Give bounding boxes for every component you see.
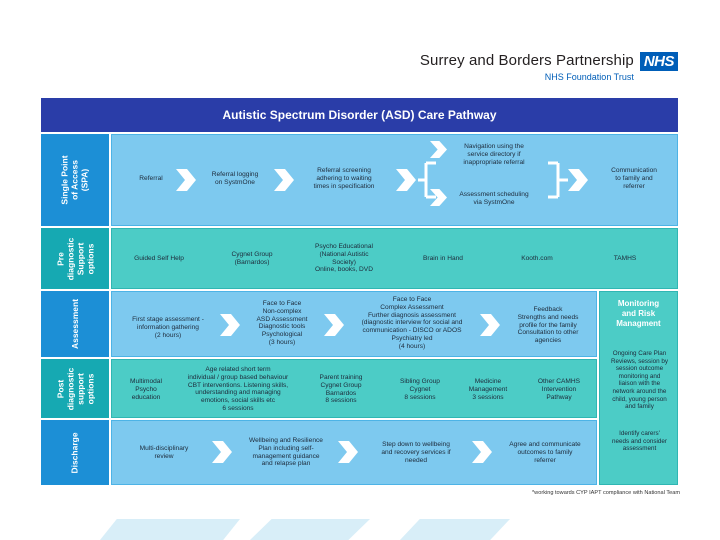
- diagram-title: Autistic Spectrum Disorder (ASD) Care Pathway: [41, 98, 678, 132]
- text-line: service directory if: [467, 150, 521, 158]
- step-assessment-scheduling: [444, 191, 544, 207]
- decorative-shape: [400, 519, 510, 540]
- text-line: Online, books, DVD: [315, 266, 373, 274]
- row-body-spa: [111, 134, 678, 226]
- arrow-icon: [396, 169, 416, 191]
- text-line: Discharge: [69, 431, 80, 474]
- text-line: 6 sessions: [222, 404, 254, 412]
- text-line: options: [84, 243, 95, 274]
- text-line: Reviews, session by: [610, 357, 669, 365]
- text-line: Communication: [611, 167, 657, 174]
- org-subtitle: NHS Foundation Trust: [544, 72, 634, 82]
- text-line: Other CAMHS: [537, 378, 581, 385]
- row-assessment: [41, 291, 678, 357]
- text-line: (2 hours): [154, 331, 182, 339]
- text-line: profile for the family: [519, 321, 577, 329]
- text-line: (SPA): [80, 168, 90, 192]
- text-line: Cygnet Group: [320, 381, 362, 389]
- monitoring-and-risk-panel: [599, 291, 678, 485]
- row-discharge: [41, 420, 678, 485]
- text-line: Psychological: [261, 331, 303, 339]
- step-face-to-face-complex: [344, 296, 480, 351]
- text-line: Feedback: [533, 306, 563, 313]
- text-line: adhering to waiting: [316, 174, 372, 182]
- text-line: child, young person: [612, 395, 667, 403]
- option-guided-self-help: Guided Self Help: [134, 255, 184, 262]
- row-post-diagnostic: [41, 359, 678, 418]
- row-body-pre-diagnostic: [111, 228, 678, 289]
- text-line: network around the: [612, 387, 667, 395]
- arrow-icon: [472, 441, 492, 463]
- arrow-icon: [212, 441, 232, 463]
- text-line: Referral logging: [211, 171, 259, 178]
- text-line: Multi-disciplinary: [139, 445, 189, 452]
- step-communication: [596, 167, 672, 190]
- option-kooth: Kooth.com: [521, 255, 553, 262]
- text-line: assessment: [622, 445, 657, 453]
- monitoring-carers-text: [604, 430, 675, 453]
- text-line: Diagnostic tools: [258, 323, 306, 331]
- text-line: (National Autistic: [319, 250, 369, 258]
- row-label-discharge: [41, 420, 109, 485]
- text-line: referrer: [623, 182, 645, 190]
- text-line: Support: [74, 242, 85, 275]
- text-line: 8 sessions: [404, 393, 436, 401]
- text-line: monitoring and: [618, 372, 661, 380]
- text-line: Assessment scheduling: [459, 191, 529, 198]
- text-line: information gathering: [137, 323, 199, 331]
- text-line: emotions, social skills etc: [200, 397, 276, 405]
- text-line: via SystmOne: [473, 198, 515, 206]
- org-header: [420, 52, 678, 82]
- text-line: Barnardos: [325, 389, 357, 397]
- text-line: Pathway: [546, 393, 572, 401]
- text-line: Step down to wellbeing: [382, 441, 450, 448]
- text-line: (Barnardos): [234, 258, 270, 266]
- text-line: to family and: [615, 174, 653, 182]
- text-line: Intervention: [541, 385, 577, 393]
- text-line: 8 sessions: [325, 397, 357, 405]
- text-line: Society): [332, 258, 356, 266]
- step-referral-logging: [200, 171, 270, 187]
- text-line: on SystmOne: [215, 178, 255, 186]
- monitoring-title: [600, 299, 677, 329]
- text-line: education: [131, 393, 161, 401]
- step-first-stage-assessment: [118, 316, 218, 339]
- text-line: and family: [625, 403, 654, 411]
- text-line: inappropriate referral: [463, 158, 525, 166]
- text-line: of Access: [70, 160, 80, 200]
- row-pre-diagnostic: [41, 228, 678, 289]
- option-age-related: [174, 366, 302, 413]
- text-line: Managment: [616, 319, 661, 328]
- text-line: Parent training: [319, 374, 363, 381]
- option-parent-training: [306, 374, 376, 405]
- text-line: needed: [404, 456, 427, 464]
- merge-connector-icon: [546, 149, 570, 211]
- text-line: understanding and managing: [195, 389, 281, 397]
- text-line: Non-complex: [262, 307, 302, 315]
- text-line: Sibling Group: [400, 378, 440, 385]
- step-multi-disciplinary-review: [120, 445, 208, 461]
- text-line: Identify carers': [619, 430, 660, 437]
- text-line: Navigation using the: [464, 143, 524, 150]
- text-line: (3 hours): [268, 338, 296, 346]
- row-body-assessment: [111, 291, 597, 357]
- row-label-assessment: [41, 291, 109, 357]
- text-line: Cygnet Group: [231, 251, 273, 258]
- text-line: agencies: [534, 337, 562, 345]
- text-line: Psychiatry led: [391, 334, 433, 342]
- text-line: Age related short term: [205, 366, 271, 373]
- text-line: liaison with the: [618, 380, 661, 388]
- text-line: Pre: [54, 251, 65, 266]
- text-line: Plan including self-: [258, 444, 314, 452]
- row-label-pre-diagnostic: [41, 228, 109, 289]
- text-line: management guidance: [252, 452, 320, 460]
- text-line: (diagnostic interview for social and: [361, 319, 463, 327]
- text-line: Referral screening: [317, 167, 371, 174]
- text-line: options: [84, 373, 95, 404]
- row-spa: [41, 134, 678, 226]
- arrow-icon: [324, 314, 344, 336]
- text-line: times in specification: [313, 182, 375, 190]
- text-line: Wellbeing and Resilience: [249, 437, 323, 444]
- option-tamhs: TAMHS: [613, 255, 637, 262]
- text-line: diagnostic: [64, 237, 75, 280]
- arrow-icon: [480, 314, 500, 336]
- text-line: Agree and communicate: [509, 441, 581, 448]
- row-body-post-diagnostic: [111, 359, 597, 418]
- text-line: CBT interventions. Listening skills,: [187, 381, 289, 389]
- text-line: Psycho: [135, 385, 157, 393]
- step-navigation: [444, 143, 544, 166]
- decorative-shape: [250, 519, 370, 540]
- org-name: Surrey and Borders Partnership: [419, 52, 634, 69]
- text-line: Medicine: [474, 378, 502, 385]
- step-referral: Referral: [139, 175, 163, 182]
- text-line: First stage assessment -: [132, 316, 204, 323]
- option-sibling-group: [388, 378, 452, 401]
- text-line: Assessment: [70, 298, 80, 350]
- text-line: and recovery services if: [381, 448, 451, 456]
- text-line: Post: [54, 379, 65, 398]
- text-line: Cygnet: [409, 385, 431, 393]
- text-line: review: [154, 452, 174, 460]
- row-body-discharge: [111, 420, 597, 485]
- row-label-post-diagnostic: [41, 359, 109, 418]
- option-multimodal: [118, 378, 174, 401]
- decorative-shape: [100, 519, 240, 540]
- text-line: outcomes to family: [517, 448, 573, 456]
- text-line: Strengths and needs: [517, 313, 579, 321]
- step-step-down: [364, 441, 468, 464]
- row-label-spa: [41, 134, 109, 226]
- footnote: *working towards CYP IAPT compliance with National Team: [532, 490, 680, 496]
- text-line: Ongoing Care Plan: [612, 350, 667, 357]
- text-line: Psycho Educational: [315, 243, 373, 250]
- option-cygnet-group: [216, 251, 288, 267]
- text-line: and relapse plan: [261, 460, 311, 468]
- text-line: Multimodal: [130, 378, 162, 385]
- step-face-to-face-non-complex: [242, 300, 322, 347]
- text-line: Face to Face: [262, 300, 302, 307]
- text-line: Monitoring: [617, 299, 660, 308]
- text-line: referrer: [534, 456, 556, 464]
- text-line: communication - DISCO or ADOS: [362, 327, 462, 335]
- step-feedback: [502, 306, 594, 345]
- option-other-camhs: [526, 378, 592, 401]
- text-line: ASD Assessment: [256, 315, 308, 323]
- arrow-icon: [274, 169, 294, 191]
- text-line: Single Point: [60, 155, 70, 205]
- text-line: Face to Face: [392, 296, 432, 303]
- option-medicine-management: [456, 378, 520, 401]
- option-psycho-educational: [298, 243, 390, 274]
- text-line: 3 sessions: [472, 393, 504, 401]
- text-line: and Risk: [621, 309, 656, 318]
- text-line: Further diagnosis assessment: [368, 311, 456, 319]
- option-brain-in-hand: Brain in Hand: [423, 255, 463, 262]
- nhs-logo: NHS: [640, 52, 678, 71]
- text-line: needs and consider: [612, 437, 667, 445]
- monitoring-care-plan-text: [604, 350, 675, 411]
- text-line: Complex Assessment: [380, 303, 444, 311]
- arrow-icon: [220, 314, 240, 336]
- arrow-icon: [338, 441, 358, 463]
- text-line: session outcome: [615, 365, 664, 373]
- text-line: Management: [468, 385, 508, 393]
- text-line: individual / group based behaviour: [187, 373, 289, 381]
- step-wellbeing-plan: [236, 437, 336, 468]
- text-line: (4 hours): [398, 342, 426, 350]
- text-line: support: [74, 372, 85, 405]
- text-line: Consultation to other: [517, 329, 579, 337]
- step-referral-screening: [298, 167, 390, 190]
- arrow-icon: [568, 169, 588, 191]
- care-pathway-diagram: [41, 98, 678, 485]
- text-line: diagnostic: [64, 367, 75, 410]
- step-agree-outcomes: [496, 441, 594, 464]
